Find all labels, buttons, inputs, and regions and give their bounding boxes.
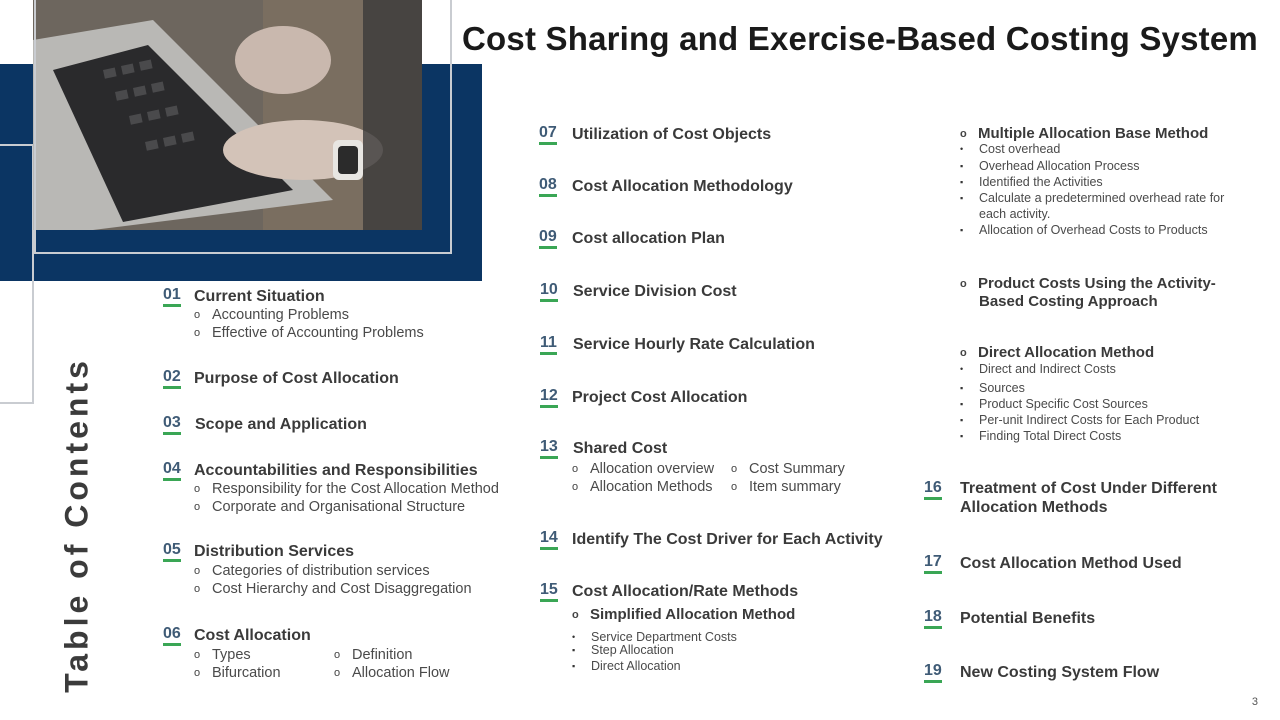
- vertical-section-title: Table of Contents: [58, 357, 95, 693]
- toc-number: 09: [539, 228, 557, 249]
- square-bullet-icon: ▪: [960, 415, 964, 425]
- toc-bullet: ▪ Product Specific Cost Sources: [960, 397, 1148, 411]
- toc-item-14[interactable]: [540, 529, 558, 550]
- toc-subitem: o Categories of distribution services: [194, 563, 430, 579]
- toc-subheading: o Multiple Allocation Base Method: [960, 125, 1209, 142]
- toc-heading[interactable]: Identify The Cost Driver for Each Activity: [572, 531, 883, 548]
- toc-subitem: o Allocation Flow: [334, 665, 450, 681]
- toc-heading[interactable]: New Costing System Flow: [960, 664, 1160, 681]
- toc-heading[interactable]: Scope and Application: [195, 416, 367, 433]
- toc-item-19[interactable]: [924, 662, 942, 683]
- toc-number: 05: [163, 541, 181, 562]
- page-number: 3: [1251, 696, 1258, 708]
- toc-subheading: o Simplified Allocation Method: [572, 606, 796, 623]
- square-bullet-icon: ▪: [960, 193, 964, 203]
- toc-number: 12: [540, 387, 558, 408]
- toc-number: 16: [924, 479, 942, 500]
- toc-number: 03: [163, 414, 181, 435]
- toc-heading[interactable]: Cost Allocation Method Used: [960, 555, 1182, 572]
- toc-number: 14: [540, 529, 558, 550]
- toc-bullet-continuation: each activity.: [979, 207, 1051, 221]
- circle-bullet-icon: o: [194, 309, 201, 321]
- toc-subheading: o Product Costs Using the Activity-: [960, 275, 1216, 292]
- toc-item-12[interactable]: [540, 387, 558, 408]
- circle-bullet-icon: o: [194, 483, 201, 495]
- toc-heading[interactable]: Cost allocation Plan: [572, 230, 725, 247]
- toc-heading[interactable]: Potential Benefits: [960, 610, 1096, 627]
- toc-subitem: o Item summary: [731, 479, 841, 495]
- toc-item-18[interactable]: [924, 608, 942, 629]
- circle-bullet-icon: o: [194, 649, 201, 661]
- toc-subitem: o Responsibility for the Cost Allocation Method: [194, 481, 499, 497]
- toc-item-01[interactable]: [163, 286, 181, 307]
- toc-heading[interactable]: Service Division Cost: [573, 283, 737, 300]
- circle-bullet-icon: o: [572, 481, 579, 493]
- toc-heading[interactable]: Project Cost Allocation: [572, 389, 748, 406]
- circle-bullet-icon: o: [194, 501, 201, 513]
- square-bullet-icon: ▪: [960, 177, 964, 187]
- toc-subitem: o Allocation overview: [572, 461, 715, 477]
- toc-bullet: ▪ Per-unit Indirect Costs for Each Product: [960, 413, 1200, 427]
- toc-bullet: • Cost overhead: [960, 142, 1061, 156]
- toc-item-04[interactable]: [163, 460, 181, 481]
- toc-item-07[interactable]: [539, 124, 557, 145]
- toc-subitem: o Effective of Accounting Problems: [194, 325, 424, 341]
- square-bullet-icon: ▪: [960, 383, 964, 393]
- toc-number: 10: [540, 281, 558, 302]
- toc-subitem: o Cost Hierarchy and Cost Disaggregation: [194, 581, 472, 597]
- toc-item-05[interactable]: [163, 541, 181, 562]
- toc-number: 04: [163, 460, 181, 481]
- circle-bullet-icon: o: [731, 481, 738, 493]
- toc-subitem: o Allocation Methods: [572, 479, 713, 495]
- toc-item-02[interactable]: [163, 368, 181, 389]
- toc-subheading: o Direct Allocation Method: [960, 344, 1155, 361]
- circle-bullet-icon: o: [731, 463, 738, 475]
- toc-number: 06: [163, 625, 181, 646]
- toc-number: 08: [539, 176, 557, 197]
- toc-subitem: o Accounting Problems: [194, 307, 350, 323]
- toc-number: 07: [539, 124, 557, 145]
- toc-heading[interactable]: Shared Cost: [573, 440, 668, 457]
- toc-subitem: o Types: [194, 647, 251, 663]
- toc-number: 01: [163, 286, 181, 307]
- toc-bullet: • Service Department Costs: [572, 630, 737, 644]
- toc-item-16[interactable]: [924, 479, 942, 500]
- toc-bullet: • Direct and Indirect Costs: [960, 362, 1116, 376]
- circle-bullet-icon: o: [334, 667, 341, 679]
- toc-item-08[interactable]: [539, 176, 557, 197]
- toc-bullet: ▪ Overhead Allocation Process: [960, 159, 1140, 173]
- toc-heading[interactable]: Cost Allocation/Rate Methods: [572, 583, 799, 600]
- toc-bullet: ▪ Finding Total Direct Costs: [960, 429, 1122, 443]
- square-bullet-icon: ▪: [572, 661, 576, 671]
- dot-bullet-icon: •: [572, 632, 576, 642]
- square-bullet-icon: ▪: [960, 225, 964, 235]
- circle-bullet-icon: o: [194, 565, 201, 577]
- toc-number: 19: [924, 662, 942, 683]
- square-bullet-icon: ▪: [572, 645, 576, 655]
- toc-item-11[interactable]: [540, 334, 557, 355]
- toc-number: 13: [540, 438, 558, 459]
- square-bullet-icon: ▪: [960, 431, 964, 441]
- toc-number: 02: [163, 368, 181, 389]
- circle-bullet-icon: o: [960, 347, 967, 359]
- toc-heading-continuation[interactable]: Allocation Methods: [960, 499, 1108, 516]
- circle-bullet-icon: o: [194, 583, 201, 595]
- toc-number: 11: [540, 334, 557, 355]
- toc-heading[interactable]: Accountabilities and Responsibilities: [194, 462, 478, 479]
- toc-item-06[interactable]: [163, 625, 181, 646]
- toc-subitem: o Bifurcation: [194, 665, 281, 681]
- toc-heading[interactable]: Cost Allocation: [194, 627, 311, 644]
- toc-heading[interactable]: Current Situation: [194, 288, 325, 305]
- circle-bullet-icon: o: [334, 649, 341, 661]
- toc-subitem: o Corporate and Organisational Structure: [194, 499, 466, 515]
- toc-number: 15: [540, 581, 558, 602]
- toc-subheading-continuation: Based Costing Approach: [979, 293, 1158, 310]
- toc-heading[interactable]: Cost Allocation Methodology: [572, 178, 793, 195]
- circle-bullet-icon: o: [194, 327, 201, 339]
- toc-item-09[interactable]: [539, 228, 557, 249]
- square-bullet-icon: ▪: [960, 399, 964, 409]
- circle-bullet-icon: o: [572, 463, 579, 475]
- toc-bullet: ▪ Allocation of Overhead Costs to Products: [960, 223, 1208, 237]
- toc-item-10[interactable]: [540, 281, 558, 302]
- toc-number: 18: [924, 608, 942, 629]
- toc-number: 17: [924, 553, 942, 574]
- toc-item-15[interactable]: [540, 581, 558, 602]
- square-bullet-icon: ▪: [960, 161, 964, 171]
- dot-bullet-icon: •: [960, 144, 964, 154]
- dot-bullet-icon: •: [960, 364, 964, 374]
- toc-bullet: ▪ Step Allocation: [572, 643, 674, 657]
- toc-bullet: ▪ Sources: [960, 381, 1025, 395]
- circle-bullet-icon: o: [194, 667, 201, 679]
- toc-bullet: ▪ Calculate a predetermined overhead rate for: [960, 191, 1225, 205]
- toc-bullet: ▪ Direct Allocation: [572, 659, 681, 673]
- toc-heading[interactable]: Utilization of Cost Objects: [572, 126, 772, 143]
- toc-item-03[interactable]: [163, 414, 181, 435]
- toc-heading[interactable]: Treatment of Cost Under Different: [960, 480, 1217, 497]
- circle-bullet-icon: o: [572, 609, 579, 621]
- toc-bullet: ▪ Identified the Activities: [960, 175, 1103, 189]
- toc-heading[interactable]: Service Hourly Rate Calculation: [573, 336, 815, 353]
- left-frame-bracket: [0, 144, 34, 404]
- photo-frame-outline: [34, 0, 452, 254]
- circle-bullet-icon: o: [960, 278, 967, 290]
- circle-bullet-icon: o: [960, 128, 967, 140]
- toc-heading[interactable]: Distribution Services: [194, 543, 355, 560]
- page-title: Cost Sharing and Exercise-Based Costing System: [462, 20, 1258, 57]
- toc-item-17[interactable]: [924, 553, 942, 574]
- toc-item-13[interactable]: [540, 438, 558, 459]
- toc-subitem: o Definition: [334, 647, 413, 663]
- toc-heading[interactable]: Purpose of Cost Allocation: [194, 370, 399, 387]
- toc-subitem: o Cost Summary: [731, 461, 845, 477]
